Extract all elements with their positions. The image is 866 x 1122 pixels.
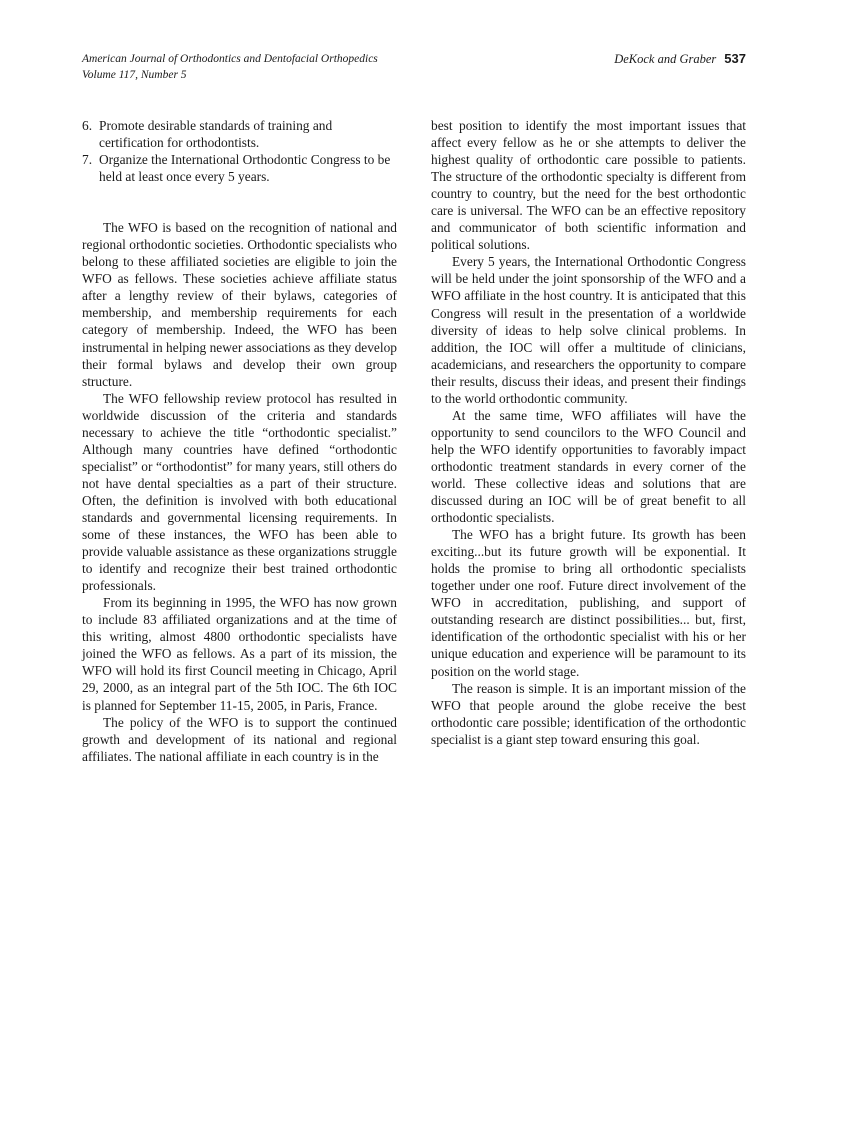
journal-title: American Journal of Orthodontics and Dentofacial Orthopedics — [82, 53, 378, 65]
list-number: 7. — [82, 152, 93, 168]
list-item — [82, 151, 397, 185]
paragraph: Every 5 years, the International Orthodontic Congress will be held under the joint sponsorship of the WFO and a WFO affiliate in the host country. It is anticipated that this Congress will result in the presentation of a worldwide diversity of ideas to help solve clinical problems. In addition, the IOC will offer a multitude of clinicians, academicians, and researchers the opportunity to compare their results, discuss their ideas, and present their findings to the world orthodontic community. — [431, 254, 746, 406]
paragraph: The WFO fellowship review protocol has resulted in worldwide discussion of the criteria and standards necessary to achieve the title “orthodontic specialist.” Although many countries have defined “orthodontic specialist” or “orthodontist” for many years, still others do not have dental specialties as a part of their structure. Often, the definition is involved with both educational standards and governmental licensing requirements. In some of these instances, the WFO has been able to provide valuable assistance as these organizations struggle to identify and recognize their best trained orthodontic professionals. — [82, 390, 397, 594]
paragraph: From its beginning in 1995, the WFO has now grown to include 83 affiliated organizations and at the time of this writing, almost 4800 orthodontic specialists have joined the WFO as fellows. As a part of its mission, the WFO will hold its first Council meeting in Chicago, April 29, 2000, as an integral part of the 5th IOC. The 6th IOC is planned for September 11-15, 2005, in Paris, France. — [82, 595, 397, 713]
list-text: Organize the International Orthodontic Congress to be held at least once every 5 years. — [99, 152, 391, 185]
paragraph: The reason is simple. It is an important mission of the WFO that people around the globe receive the best orthodontic care possible; identification of the orthodontic specialist is a giant step toward ensuring this goal. — [431, 680, 746, 747]
list-item — [82, 117, 397, 151]
list-text: Promote desirable standards of training and certification for orthodontists. — [99, 118, 333, 151]
spacer — [82, 185, 397, 219]
paragraph: The WFO has a bright future. Its growth has been exciting...but its future growth will be exponential. It holds the promise to bring all orthodontic specialists together under one roof. Future direct involvement of the WFO in accreditation, publishing, and support of outstanding research are distinct possibilities... but, first, identification of the orthodontic specialist with his or her unique education and experience will be paramount to its position on the world stage. — [431, 527, 746, 679]
paragraph: At the same time, WFO affiliates will have the opportunity to send councilors to the WFO Council and help the WFO identify opportunities to favorably impact orthodontic treatment standards in every corner of the world. These collective ideas and solutions that are discussed during an IOC will be of great benefit to all orthodontic specialists. — [431, 407, 746, 526]
running-head-right — [614, 51, 746, 67]
numbered-list — [82, 117, 397, 185]
page-number: 537 — [724, 51, 746, 66]
paragraph-continuation: best position to identify the most important issues that affect every fellow as he or she attempts to deliver the highest quality of orthodontic care possible to patients. The structure of the orthodontic specialty is different from country to country, but the need for the best orthodontic care is universal. The WFO can be an effective repository and communicator of both scientific information and political solutions. — [431, 118, 746, 253]
right-column — [431, 117, 746, 748]
paragraph: The WFO is based on the recognition of national and regional orthodontic societies. Orthodontic specialists who belong to these affiliated societies are eligible to join the WFO as fellows. These societies achieve affiliate status after a lengthy review of their bylaws, categories of membership, and membership requirements for each category of membership. Indeed, the WFO has been instrumental in helping newer associations as they develop their formal bylaws and develop their own group structure. — [82, 220, 397, 389]
paragraph: The policy of the WFO is to support the continued growth and development of its national and regional affiliates. The national affiliate in each country is in the — [82, 714, 397, 764]
list-number: 6. — [82, 118, 93, 133]
authors: DeKock and Graber — [614, 52, 717, 66]
left-column — [82, 117, 397, 765]
journal-volume: Volume 117, Number 5 — [82, 69, 187, 81]
running-header — [82, 51, 746, 83]
